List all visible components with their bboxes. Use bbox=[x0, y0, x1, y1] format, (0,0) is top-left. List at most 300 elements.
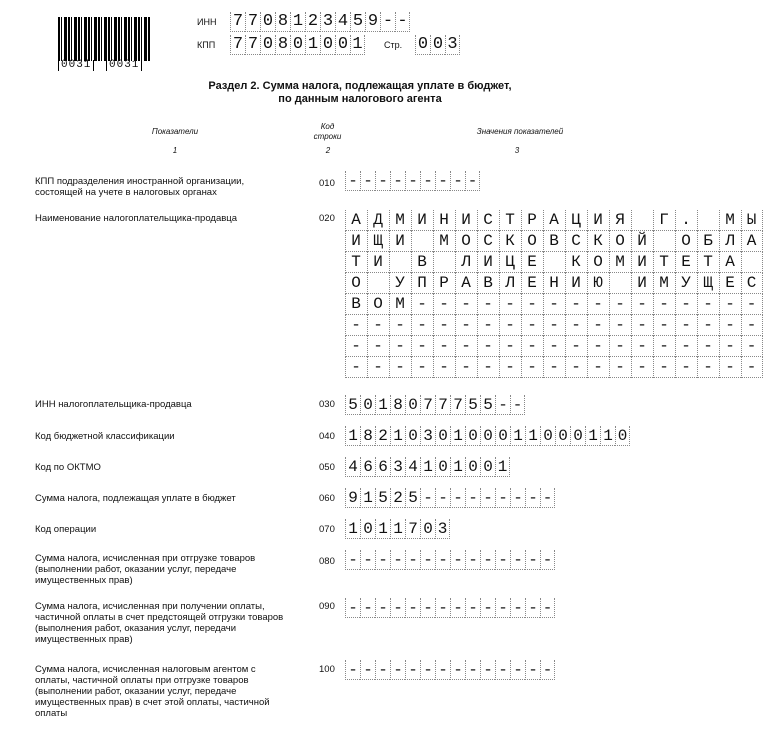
char-cell: - bbox=[565, 315, 587, 336]
char-cell: - bbox=[420, 550, 435, 570]
name-line bbox=[345, 273, 763, 294]
char-cell: - bbox=[510, 660, 525, 680]
char-cell: 6 bbox=[360, 457, 375, 477]
char-cell: 7 bbox=[450, 395, 465, 415]
char-cell: - bbox=[609, 294, 631, 315]
char-cell: - bbox=[719, 357, 741, 378]
char-cell: 0 bbox=[435, 426, 450, 446]
name-line bbox=[345, 294, 763, 315]
char-cell: - bbox=[435, 660, 450, 680]
char-cell: Т bbox=[697, 252, 719, 273]
char-cell: - bbox=[741, 315, 763, 336]
char-cell: - bbox=[543, 357, 565, 378]
char-cell: Ц bbox=[565, 210, 587, 231]
char-cell: К bbox=[587, 231, 609, 252]
char-cell: - bbox=[510, 550, 525, 570]
char-cell: - bbox=[540, 598, 555, 618]
char-cell: - bbox=[510, 598, 525, 618]
row-040-label: Код бюджетной классификации bbox=[35, 431, 175, 442]
char-cell: - bbox=[360, 550, 375, 570]
char-cell: - bbox=[653, 336, 675, 357]
kpp-label: КПП bbox=[197, 40, 216, 50]
char-cell: - bbox=[510, 395, 525, 415]
char-cell: - bbox=[465, 550, 480, 570]
row-010-label: КПП подразделения иностранной организации, состоящей на учете в налоговых органах bbox=[35, 176, 245, 198]
char-cell bbox=[631, 210, 653, 231]
char-cell: - bbox=[345, 171, 360, 191]
char-cell: А bbox=[741, 231, 763, 252]
char-cell: Н bbox=[543, 273, 565, 294]
char-cell: - bbox=[477, 357, 499, 378]
char-cell: - bbox=[587, 315, 609, 336]
char-cell: - bbox=[543, 315, 565, 336]
char-cell: - bbox=[345, 336, 367, 357]
char-cell: Ц bbox=[499, 252, 521, 273]
char-cell bbox=[367, 273, 389, 294]
char-cell: О bbox=[345, 273, 367, 294]
char-cell: Е bbox=[719, 273, 741, 294]
char-cell: - bbox=[480, 598, 495, 618]
char-cell: А bbox=[345, 210, 367, 231]
char-cell: 1 bbox=[390, 426, 405, 446]
char-cell: 7 bbox=[245, 35, 260, 55]
char-cell: - bbox=[499, 357, 521, 378]
char-cell: - bbox=[367, 357, 389, 378]
kpp-field bbox=[230, 35, 365, 55]
char-cell: 0 bbox=[290, 35, 305, 55]
char-cell: 1 bbox=[375, 395, 390, 415]
char-cell: - bbox=[435, 598, 450, 618]
char-cell: - bbox=[465, 171, 480, 191]
section-title-line1: Раздел 2. Сумма налога, подлежащая уплате в бюджет, bbox=[208, 80, 512, 92]
char-cell: 5 bbox=[345, 395, 360, 415]
char-cell: В bbox=[411, 252, 433, 273]
char-cell: - bbox=[433, 294, 455, 315]
char-cell: - bbox=[631, 336, 653, 357]
char-cell: - bbox=[405, 171, 420, 191]
char-cell: - bbox=[389, 357, 411, 378]
inn-label: ИНН bbox=[197, 17, 217, 27]
char-cell: - bbox=[367, 315, 389, 336]
char-cell: - bbox=[345, 357, 367, 378]
char-cell: - bbox=[345, 660, 360, 680]
char-cell: 1 bbox=[585, 426, 600, 446]
char-cell: С bbox=[477, 231, 499, 252]
char-cell: 0 bbox=[360, 519, 375, 539]
char-cell: А bbox=[455, 273, 477, 294]
char-cell: - bbox=[435, 171, 450, 191]
char-cell: - bbox=[411, 357, 433, 378]
char-cell: 2 bbox=[305, 12, 320, 32]
char-cell: - bbox=[587, 336, 609, 357]
char-cell: - bbox=[653, 315, 675, 336]
char-cell: - bbox=[435, 550, 450, 570]
name-line bbox=[345, 252, 763, 273]
char-cell: 5 bbox=[350, 12, 365, 32]
barcode-number-left: 0031 bbox=[58, 60, 94, 71]
char-cell: . bbox=[675, 210, 697, 231]
char-cell: О bbox=[367, 294, 389, 315]
char-cell: - bbox=[450, 660, 465, 680]
char-cell: 4 bbox=[345, 457, 360, 477]
char-cell: - bbox=[675, 315, 697, 336]
char-cell: - bbox=[525, 598, 540, 618]
char-cell: С bbox=[565, 231, 587, 252]
char-cell: Л bbox=[719, 231, 741, 252]
char-cell: - bbox=[719, 315, 741, 336]
char-cell: 0 bbox=[465, 426, 480, 446]
char-cell: - bbox=[540, 660, 555, 680]
row-010-code: 010 bbox=[319, 178, 335, 189]
char-cell: 7 bbox=[405, 519, 420, 539]
char-cell bbox=[389, 252, 411, 273]
char-cell: 0 bbox=[360, 395, 375, 415]
char-cell: М bbox=[433, 231, 455, 252]
char-cell: - bbox=[543, 294, 565, 315]
char-cell: 7 bbox=[230, 35, 245, 55]
char-cell: - bbox=[345, 550, 360, 570]
column-number-1: 1 bbox=[172, 146, 178, 155]
char-cell: - bbox=[565, 357, 587, 378]
char-cell: 1 bbox=[450, 457, 465, 477]
char-cell: Р bbox=[433, 273, 455, 294]
char-cell: 2 bbox=[375, 426, 390, 446]
char-cell: - bbox=[450, 550, 465, 570]
char-cell: 1 bbox=[290, 12, 305, 32]
char-cell: И bbox=[587, 210, 609, 231]
char-cell: 0 bbox=[405, 426, 420, 446]
char-cell: Г bbox=[653, 210, 675, 231]
char-cell: Т bbox=[499, 210, 521, 231]
char-cell: - bbox=[540, 550, 555, 570]
char-cell: Т bbox=[653, 252, 675, 273]
row-080-label: Сумма налога, исчисленная при отгрузке товаров (выполнении работ, оказании услуг, передаче имущественных прав) bbox=[35, 553, 256, 586]
char-cell: - bbox=[405, 598, 420, 618]
char-cell bbox=[697, 210, 719, 231]
row-100-label: Сумма налога, исчисленная налоговым агентом с оплаты, частичной оплаты при отгрузке товаров (выполнении работ, оказании услуг, передаче имущественных прав) в счет этой оплаты, частичной оплаты bbox=[35, 664, 270, 719]
char-cell: М bbox=[389, 294, 411, 315]
page-number-field bbox=[415, 35, 460, 55]
char-cell: 3 bbox=[420, 426, 435, 446]
char-cell: - bbox=[609, 357, 631, 378]
char-cell: В bbox=[477, 273, 499, 294]
char-cell: - bbox=[565, 336, 587, 357]
char-cell: 1 bbox=[525, 426, 540, 446]
char-cell: - bbox=[450, 598, 465, 618]
char-cell: 0 bbox=[555, 426, 570, 446]
char-cell: 8 bbox=[360, 426, 375, 446]
char-cell bbox=[543, 252, 565, 273]
char-cell: 7 bbox=[230, 12, 245, 32]
char-cell: 0 bbox=[435, 457, 450, 477]
char-cell: - bbox=[587, 357, 609, 378]
char-cell: М bbox=[719, 210, 741, 231]
char-cell: - bbox=[360, 598, 375, 618]
char-cell: 0 bbox=[430, 35, 445, 55]
column-header-values: Значения показателей bbox=[476, 127, 564, 136]
char-cell: 1 bbox=[495, 457, 510, 477]
char-cell: - bbox=[465, 660, 480, 680]
char-cell: 0 bbox=[540, 426, 555, 446]
row-070-value bbox=[345, 519, 450, 539]
column-number-3: 3 bbox=[514, 146, 520, 155]
char-cell: - bbox=[697, 294, 719, 315]
row-040-code: 040 bbox=[319, 431, 335, 442]
char-cell: 1 bbox=[305, 35, 320, 55]
char-cell: 7 bbox=[435, 395, 450, 415]
char-cell: У bbox=[389, 273, 411, 294]
name-line bbox=[345, 357, 763, 378]
char-cell: - bbox=[521, 294, 543, 315]
char-cell: - bbox=[719, 294, 741, 315]
char-cell: И bbox=[345, 231, 367, 252]
char-cell: - bbox=[631, 315, 653, 336]
char-cell: Л bbox=[455, 252, 477, 273]
char-cell: 8 bbox=[390, 395, 405, 415]
char-cell bbox=[741, 252, 763, 273]
char-cell: - bbox=[435, 488, 450, 508]
char-cell: 0 bbox=[260, 12, 275, 32]
column-header-code-2: строки bbox=[313, 132, 342, 141]
char-cell: - bbox=[405, 660, 420, 680]
char-cell: Ы bbox=[741, 210, 763, 231]
char-cell: А bbox=[543, 210, 565, 231]
char-cell: - bbox=[631, 357, 653, 378]
char-cell: - bbox=[433, 357, 455, 378]
char-cell: - bbox=[480, 660, 495, 680]
char-cell: 9 bbox=[345, 488, 360, 508]
char-cell: - bbox=[697, 315, 719, 336]
char-cell: - bbox=[521, 315, 543, 336]
char-cell: Щ bbox=[697, 273, 719, 294]
char-cell: - bbox=[411, 294, 433, 315]
char-cell: 0 bbox=[615, 426, 630, 446]
char-cell: - bbox=[455, 315, 477, 336]
char-cell: - bbox=[411, 336, 433, 357]
char-cell: Ю bbox=[587, 273, 609, 294]
char-cell: М bbox=[653, 273, 675, 294]
char-cell: - bbox=[390, 550, 405, 570]
char-cell: - bbox=[420, 598, 435, 618]
char-cell: 4 bbox=[405, 457, 420, 477]
char-cell: - bbox=[499, 294, 521, 315]
char-cell: - bbox=[465, 488, 480, 508]
char-cell: 1 bbox=[345, 519, 360, 539]
char-cell: 1 bbox=[345, 426, 360, 446]
char-cell: 0 bbox=[570, 426, 585, 446]
char-cell bbox=[653, 231, 675, 252]
char-cell: Р bbox=[521, 210, 543, 231]
char-cell: - bbox=[390, 660, 405, 680]
char-cell: 1 bbox=[420, 457, 435, 477]
row-010-value bbox=[345, 171, 480, 191]
char-cell: 3 bbox=[320, 12, 335, 32]
column-header-code-1: Код bbox=[320, 122, 335, 131]
row-080-value bbox=[345, 550, 555, 570]
page-label: Стр. bbox=[384, 40, 403, 50]
char-cell: 0 bbox=[480, 457, 495, 477]
char-cell: Т bbox=[345, 252, 367, 273]
char-cell: О bbox=[455, 231, 477, 252]
char-cell: - bbox=[380, 12, 395, 32]
row-040-value bbox=[345, 426, 630, 446]
char-cell: 7 bbox=[245, 12, 260, 32]
char-cell: Е bbox=[521, 273, 543, 294]
char-cell: - bbox=[433, 315, 455, 336]
row-080-code: 080 bbox=[319, 556, 335, 567]
row-020-code: 020 bbox=[319, 213, 335, 224]
char-cell: - bbox=[525, 550, 540, 570]
char-cell: - bbox=[741, 357, 763, 378]
char-cell: М bbox=[609, 252, 631, 273]
row-020-value bbox=[345, 210, 763, 378]
char-cell: 6 bbox=[375, 457, 390, 477]
char-cell: 4 bbox=[335, 12, 350, 32]
char-cell: - bbox=[741, 294, 763, 315]
char-cell: - bbox=[455, 294, 477, 315]
char-cell: 0 bbox=[420, 519, 435, 539]
char-cell: - bbox=[495, 598, 510, 618]
char-cell: - bbox=[477, 336, 499, 357]
char-cell: И bbox=[411, 210, 433, 231]
char-cell: 1 bbox=[450, 426, 465, 446]
char-cell: 0 bbox=[480, 426, 495, 446]
char-cell: - bbox=[420, 171, 435, 191]
char-cell: 0 bbox=[415, 35, 430, 55]
char-cell: Е bbox=[521, 252, 543, 273]
char-cell bbox=[609, 273, 631, 294]
char-cell: 1 bbox=[600, 426, 615, 446]
char-cell: Л bbox=[499, 273, 521, 294]
char-cell: П bbox=[411, 273, 433, 294]
char-cell: - bbox=[480, 488, 495, 508]
char-cell: - bbox=[565, 294, 587, 315]
char-cell: - bbox=[499, 315, 521, 336]
char-cell: О bbox=[587, 252, 609, 273]
char-cell: К bbox=[565, 252, 587, 273]
char-cell: У bbox=[675, 273, 697, 294]
char-cell: - bbox=[540, 488, 555, 508]
char-cell: - bbox=[510, 488, 525, 508]
char-cell: - bbox=[741, 336, 763, 357]
char-cell: - bbox=[360, 171, 375, 191]
char-cell: - bbox=[675, 357, 697, 378]
char-cell bbox=[433, 252, 455, 273]
char-cell: 1 bbox=[510, 426, 525, 446]
char-cell: 8 bbox=[275, 35, 290, 55]
char-cell: - bbox=[395, 12, 410, 32]
column-number-2: 2 bbox=[325, 146, 331, 155]
char-cell: - bbox=[375, 171, 390, 191]
char-cell: 8 bbox=[275, 12, 290, 32]
char-cell: Я bbox=[609, 210, 631, 231]
char-cell: - bbox=[389, 315, 411, 336]
char-cell: - bbox=[390, 598, 405, 618]
char-cell: Щ bbox=[367, 231, 389, 252]
char-cell: - bbox=[389, 336, 411, 357]
char-cell: - bbox=[525, 660, 540, 680]
char-cell: 1 bbox=[350, 35, 365, 55]
char-cell: И bbox=[477, 252, 499, 273]
char-cell: - bbox=[587, 294, 609, 315]
char-cell: - bbox=[455, 336, 477, 357]
row-070-label: Код операции bbox=[35, 524, 97, 535]
row-050-label: Код по ОКТМО bbox=[35, 462, 101, 473]
name-line bbox=[345, 315, 763, 336]
char-cell: Й bbox=[631, 231, 653, 252]
char-cell: 3 bbox=[435, 519, 450, 539]
char-cell: 3 bbox=[445, 35, 460, 55]
char-cell: - bbox=[495, 660, 510, 680]
name-line bbox=[345, 210, 763, 231]
char-cell: - bbox=[653, 357, 675, 378]
char-cell: - bbox=[653, 294, 675, 315]
char-cell: 0 bbox=[405, 395, 420, 415]
char-cell: 0 bbox=[495, 426, 510, 446]
char-cell: 2 bbox=[390, 488, 405, 508]
char-cell: - bbox=[477, 294, 499, 315]
row-100-code: 100 bbox=[319, 664, 335, 675]
char-cell: - bbox=[521, 336, 543, 357]
char-cell: Н bbox=[433, 210, 455, 231]
row-050-value bbox=[345, 457, 510, 477]
char-cell: 1 bbox=[390, 519, 405, 539]
row-060-code: 060 bbox=[319, 493, 335, 504]
char-cell: - bbox=[411, 315, 433, 336]
char-cell: - bbox=[477, 315, 499, 336]
char-cell: - bbox=[455, 357, 477, 378]
row-070-code: 070 bbox=[319, 524, 335, 535]
char-cell: - bbox=[465, 598, 480, 618]
char-cell: - bbox=[360, 660, 375, 680]
char-cell: - bbox=[375, 598, 390, 618]
char-cell: 5 bbox=[465, 395, 480, 415]
char-cell: - bbox=[495, 550, 510, 570]
char-cell: - bbox=[405, 550, 420, 570]
row-100-value bbox=[345, 660, 555, 680]
char-cell: - bbox=[450, 171, 465, 191]
char-cell: - bbox=[609, 315, 631, 336]
row-020-label: Наименование налогоплательщика-продавца bbox=[35, 213, 238, 224]
char-cell: - bbox=[719, 336, 741, 357]
char-cell: 0 bbox=[465, 457, 480, 477]
name-line bbox=[345, 336, 763, 357]
char-cell: М bbox=[389, 210, 411, 231]
row-030-label: ИНН налогоплательщика-продавца bbox=[35, 399, 192, 410]
char-cell: Д bbox=[367, 210, 389, 231]
char-cell: 9 bbox=[365, 12, 380, 32]
char-cell: 1 bbox=[360, 488, 375, 508]
char-cell: - bbox=[697, 357, 719, 378]
column-header-indicators: Показатели bbox=[151, 127, 199, 136]
char-cell: - bbox=[543, 336, 565, 357]
char-cell: 0 bbox=[335, 35, 350, 55]
char-cell: 3 bbox=[390, 457, 405, 477]
row-090-code: 090 bbox=[319, 601, 335, 612]
row-090-label: Сумма налога, исчисленная при получении оплаты, частичной оплаты в счет предстоящей отгрузки товаров (выполнения работ, оказания услуг, передачи имущественных прав) bbox=[35, 601, 284, 645]
char-cell: А bbox=[719, 252, 741, 273]
char-cell: 5 bbox=[405, 488, 420, 508]
char-cell: - bbox=[495, 488, 510, 508]
char-cell: С bbox=[741, 273, 763, 294]
char-cell: 5 bbox=[480, 395, 495, 415]
char-cell: - bbox=[675, 294, 697, 315]
barcode bbox=[58, 17, 150, 61]
char-cell: - bbox=[420, 488, 435, 508]
char-cell: - bbox=[420, 660, 435, 680]
row-030-value bbox=[345, 395, 525, 415]
char-cell: И bbox=[455, 210, 477, 231]
